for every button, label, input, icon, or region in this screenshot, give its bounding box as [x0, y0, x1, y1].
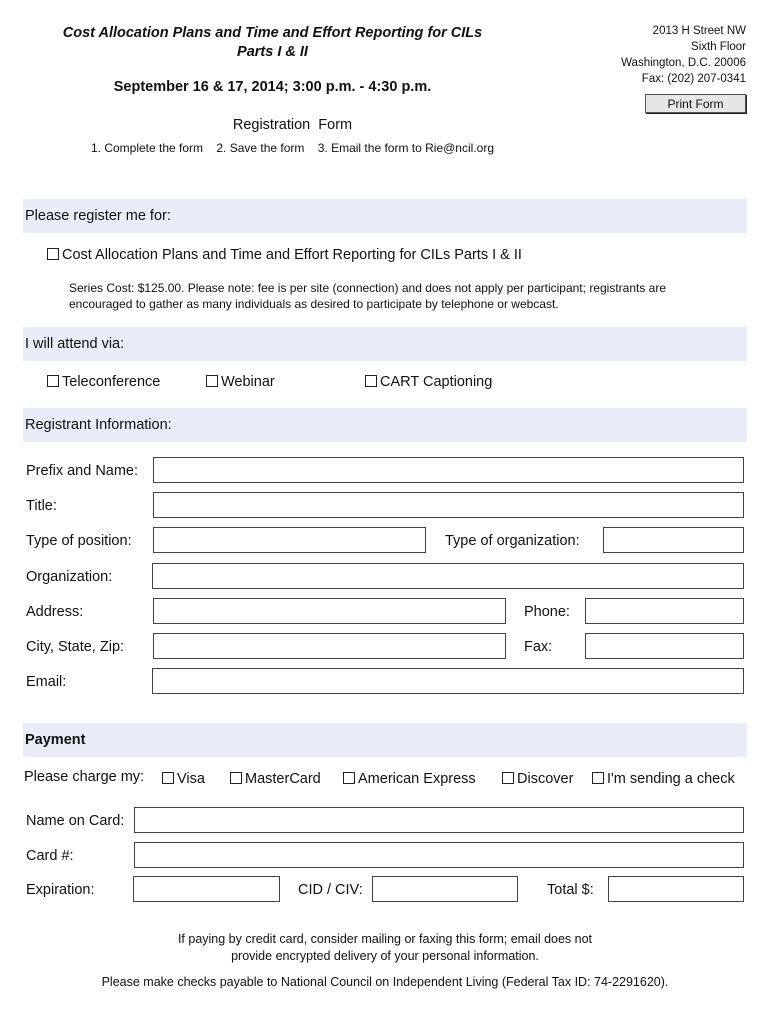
check-checkbox[interactable]: [592, 772, 604, 784]
prefix-name-label: Prefix and Name:: [26, 463, 139, 479]
city-state-zip-field[interactable]: [153, 633, 506, 659]
charge-label: Please charge my:: [24, 769, 145, 785]
organization-label: Organization:: [26, 569, 113, 585]
card-number-field[interactable]: [134, 842, 744, 868]
prefix-name-field[interactable]: [153, 457, 744, 483]
address-line: 2013 H Street NW: [652, 25, 746, 37]
attend-teleconference[interactable]: [47, 374, 160, 390]
total-label: Total $:: [547, 882, 594, 898]
event-checkbox[interactable]: [47, 248, 59, 260]
mailing-address: [621, 23, 746, 87]
event-option-label: Cost Allocation Plans and Time and Effort Reporting for CILs Parts I & II: [62, 247, 522, 263]
mastercard-checkbox[interactable]: [230, 772, 242, 784]
check-payable-note: Please make checks payable to National Council on Independent Living (Federal Tax ID: 74-2291620).: [101, 975, 669, 989]
name-on-card-field[interactable]: [134, 807, 744, 833]
american-express-checkbox[interactable]: [343, 772, 355, 784]
register-section-header: [23, 199, 747, 233]
visa-label: Visa: [177, 771, 205, 787]
form-title: [20, 117, 565, 133]
print-form-button[interactable]: Print Form: [645, 94, 746, 113]
registrant-heading: Registrant Information:: [25, 417, 172, 433]
form-title-text: Registration Form: [232, 117, 353, 133]
fax-label: Fax:: [524, 639, 553, 655]
title-field[interactable]: [153, 492, 744, 518]
fax-number: Fax: (202) 207-0341: [641, 73, 746, 85]
attend-webinar[interactable]: [206, 374, 275, 390]
webinar-checkbox[interactable]: [206, 375, 218, 387]
american-express-label: American Express: [358, 771, 476, 787]
series-cost-note: Series Cost: $125.00. Please note: fee is per site (connection) and does not apply per participant; registrants are encouraged to gather as many individuals as desired to participate by telephone or webcast.: [69, 281, 667, 311]
phone-label: Phone:: [524, 604, 570, 620]
attend-cart-captioning[interactable]: [365, 374, 492, 390]
pay-american-express[interactable]: [343, 771, 476, 787]
org-type-label: Type of organization:: [445, 533, 580, 549]
mastercard-label: MasterCard: [245, 771, 321, 787]
city-state-zip-label: City, State, Zip:: [26, 639, 125, 655]
address-field[interactable]: [153, 598, 506, 624]
cart-captioning-label: CART Captioning: [380, 374, 493, 390]
pay-discover[interactable]: [502, 771, 573, 787]
instructions-text: 1. Complete the form 2. Save the form 3. Email the form to Rie@ncil.org: [90, 141, 494, 155]
credit-card-note-line2: provide encrypted delivery of your personal information.: [231, 949, 539, 963]
name-on-card-label: Name on Card:: [26, 813, 125, 829]
title-label: Title:: [26, 498, 57, 514]
register-heading: Please register me for:: [25, 208, 171, 224]
discover-checkbox[interactable]: [502, 772, 514, 784]
check-label: I'm sending a check: [607, 771, 735, 787]
payment-section-header: [23, 723, 747, 757]
visa-checkbox[interactable]: [162, 772, 174, 784]
email-field[interactable]: [152, 668, 744, 694]
cart-captioning-checkbox[interactable]: [365, 375, 377, 387]
attend-section-header: [23, 327, 747, 361]
cid-field[interactable]: [372, 876, 518, 902]
event-title: [20, 24, 525, 62]
organization-field[interactable]: [152, 563, 744, 589]
phone-field[interactable]: [585, 598, 744, 624]
email-label: Email:: [26, 674, 67, 690]
instructions: [20, 141, 565, 155]
cid-label: CID / CIV:: [298, 882, 363, 898]
credit-card-note-line1: If paying by credit card, consider mailing or faxing this form; email does not: [177, 932, 593, 946]
registrant-section-header: [23, 408, 747, 442]
card-number-label: Card #:: [26, 848, 74, 864]
discover-label: Discover: [517, 771, 574, 787]
position-type-label: Type of position:: [26, 533, 132, 549]
pay-visa[interactable]: [162, 771, 205, 787]
expiration-field[interactable]: [133, 876, 280, 902]
webinar-label: Webinar: [221, 374, 275, 390]
address-label: Address:: [26, 604, 84, 620]
expiration-label: Expiration:: [26, 882, 95, 898]
event-date: September 16 & 17, 2014; 3:00 p.m. - 4:30 p.m.: [113, 79, 432, 95]
address-line: Sixth Floor: [691, 41, 746, 53]
teleconference-checkbox[interactable]: [47, 375, 59, 387]
event-option[interactable]: [47, 247, 522, 263]
event-title-line1: Cost Allocation Plans and Time and Effort Reporting for CILs: [62, 25, 483, 41]
credit-card-note: [0, 931, 770, 965]
address-line: Washington, D.C. 20006: [621, 57, 746, 69]
payment-heading: Payment: [25, 732, 86, 748]
attend-heading: I will attend via:: [25, 336, 125, 352]
org-type-field[interactable]: [603, 527, 744, 553]
teleconference-label: Teleconference: [62, 374, 161, 390]
position-type-field[interactable]: [153, 527, 426, 553]
pay-check[interactable]: [592, 771, 735, 787]
fax-field[interactable]: [585, 633, 744, 659]
event-title-line2: Parts I & II: [237, 44, 308, 60]
pay-mastercard[interactable]: [230, 771, 321, 787]
total-field[interactable]: [608, 876, 744, 902]
